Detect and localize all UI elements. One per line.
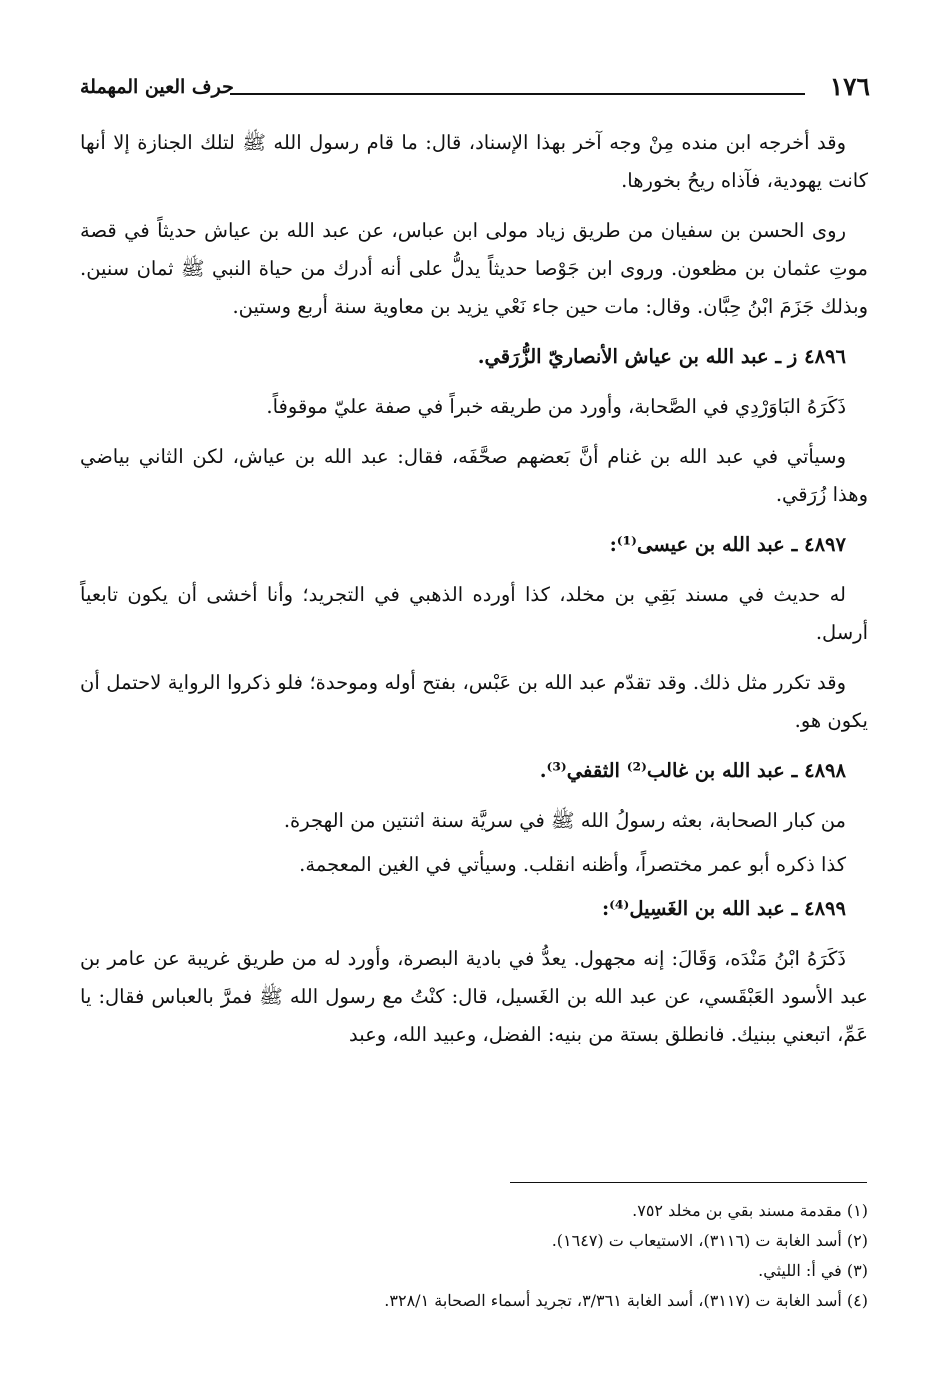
main-text	[80, 124, 868, 1066]
paragraph: له حديث في مسند بَقِي بن مخلد، كذا أورده الذهبي في التجريد؛ وأنا أخشى أن يكون تابعياً أرسل.	[80, 583, 868, 644]
paragraph: وقد تكرر مثل ذلك. وقد تقدّم عبد الله بن عَبْس، بفتح أوله وموحدة؛ فلو ذكروا الرواية لاحتمل أن يكون هو.	[80, 671, 868, 732]
page-header	[80, 72, 870, 106]
page-number: ١٧٦	[829, 72, 870, 101]
paragraph: ذَكَرَهُ البَاوَرْدِي في الصَّحابة، وأورد من طريقه خبراً في صفة عليّ موقوفاً.	[266, 395, 846, 418]
paragraph: من كبار الصحابة، بعثه رسولُ الله ﷺ في سريَّة سنة اثنتين من الهجرة.	[283, 809, 846, 832]
entry-heading: ٤٨٩٩ ـ عبد الله بن الغَسِيل⁽⁴⁾:	[601, 897, 846, 920]
paragraph: وقد أخرجه ابن منده مِنْ وجه آخر بهذا الإسناد، قال: ما قام رسول الله ﷺ لتلك الجنازة إلا أنها كانت يهودية، فآذاه ريحُ بخورها.	[80, 131, 868, 192]
header-rule	[230, 93, 805, 95]
footnote: (٣) في أ: الليثي.	[758, 1261, 868, 1280]
footnote: (٤) أسد الغابة ت (٣١١٧)، أسد الغابة ٣/٣٦١، تجريد أسماء الصحابة ٣٢٨/١.	[384, 1291, 868, 1310]
entry-heading: ٤٨٩٧ ـ عبد الله بن عيسى⁽¹⁾:	[609, 533, 846, 556]
footnotes	[180, 1196, 868, 1316]
paragraph: روى الحسن بن سفيان من طريق زياد مولى ابن عباس، عن عبد الله بن عياش حديثاً في قصة موتِ عثمان بن مظعون. وروى ابن جَوْصا حديثاً يدلُّ على أنه أدرك من حياة النبي ﷺ ثمان سنين. وبذلك جَزَمَ ابْنُ حِبَّان. وقال: مات حين جاء نَعْي يزيد بن معاوية سنة أربع وستين.	[80, 219, 868, 318]
paragraph: وسيأتي في عبد الله بن غنام أنَّ بَعضهم صحَّفَه، فقال: عبد الله بن عياش، لكن الثاني بياضي وهذا زُرَقي.	[80, 445, 868, 506]
entry-heading: ٤٨٩٦ ز ـ عبد الله بن عياش الأنصاريّ الزُّرَقي.	[477, 345, 846, 368]
footnote-separator	[510, 1182, 867, 1183]
footnote: (٢) أسد الغابة ت (٣١١٦)، الاستيعاب ت (١٦٤٧).	[551, 1231, 868, 1250]
running-title: حرف العين المهملة	[80, 76, 234, 98]
entry-heading: ٤٨٩٨ ـ عبد الله بن غالب⁽²⁾ الثقفي⁽³⁾.	[539, 759, 846, 782]
paragraph: ذَكَرَهُ ابْنُ مَنْدَه، وَقَالَ: إنه مجهول. يعدُّ في بادية البصرة، وأورد له من طريق غريبة عن عامر بن عبد الأسود العَبْقَسي، عن عبد الله بن الغَسيل، قال: كنْتُ مع رسول الله ﷺ فمرَّ بالعباس فقال: يا عَمِّ، اتبعني ببنيك. فانطلق بستة من بنيه: الفضل، وعبيد الله، وعبد	[80, 947, 868, 1046]
footnote: (١) مقدمة مسند بقي بن مخلد ٧٥٢.	[632, 1201, 868, 1220]
paragraph: كذا ذكره أبو عمر مختصراً، وأظنه انقلب. وسيأتي في الغين المعجمة.	[299, 853, 846, 876]
